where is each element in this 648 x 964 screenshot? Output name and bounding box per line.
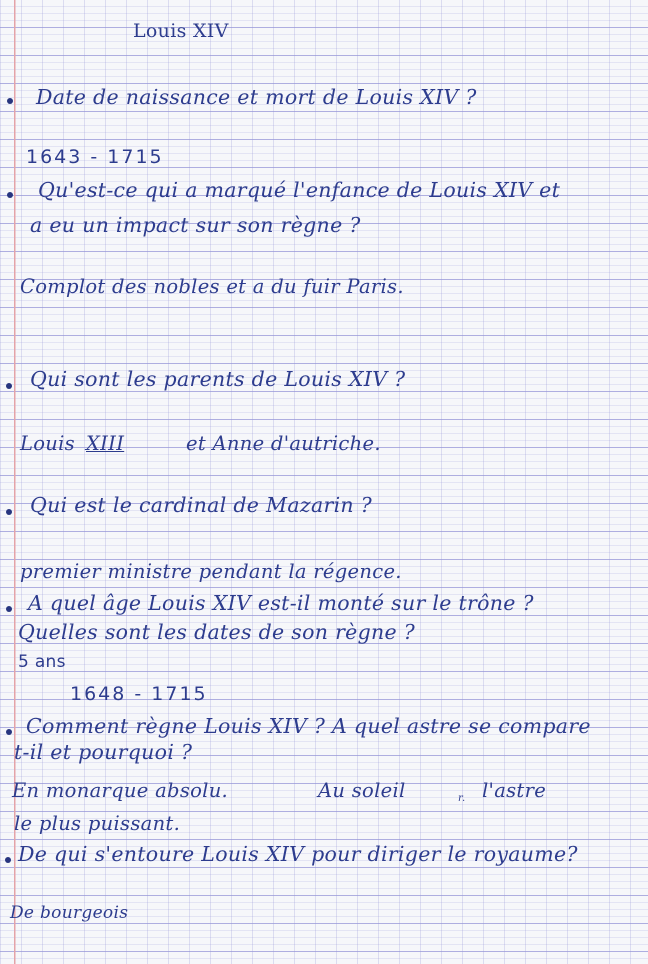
bullet-point — [6, 383, 12, 389]
bullet-point — [7, 98, 13, 104]
answer-3-part-2: XIII — [86, 432, 125, 455]
bullet-point — [7, 192, 13, 198]
answer-7: De bourgeois — [10, 903, 129, 923]
page-title: Louis XIV — [133, 20, 229, 42]
answer-6-mark: r. — [458, 793, 466, 804]
answer-1: 1643 - 1715 — [26, 146, 164, 168]
answer-5-line-1: 5 ans — [18, 652, 66, 672]
question-1: Date de naissance et mort de Louis XIV ? — [36, 85, 477, 109]
question-2-line-2: a eu un impact sur son règne ? — [30, 213, 361, 237]
answer-6-part-3: l'astre — [482, 779, 547, 802]
answer-5-line-2: 1648 - 1715 — [70, 683, 208, 705]
question-2-line-1: Qu'est-ce qui a marqué l'enfance de Louis XIV et — [38, 178, 561, 202]
question-7: De qui s'entoure Louis XIV pour diriger le royaume? — [18, 842, 578, 866]
answer-6-part-4: le plus puissant. — [14, 812, 181, 835]
answer-4: premier ministre pendant la régence. — [20, 560, 402, 583]
bullet-point — [6, 606, 12, 612]
bullet-point — [5, 857, 11, 863]
question-3: Qui sont les parents de Louis XIV ? — [30, 367, 406, 391]
answer-6-part-1: En monarque absolu. — [12, 779, 229, 802]
bullet-point — [6, 729, 12, 735]
answer-6-part-2: Au soleil — [318, 779, 406, 802]
question-4: Qui est le cardinal de Mazarin ? — [30, 493, 373, 517]
question-6-line-1: Comment règne Louis XIV ? A quel astre se compare — [26, 714, 591, 738]
answer-2: Complot des nobles et a du fuir Paris. — [20, 275, 404, 298]
question-6-line-2: t-il et pourquoi ? — [14, 740, 193, 764]
bullet-point — [6, 509, 12, 515]
question-5-line-2: Quelles sont les dates de son règne ? — [18, 620, 416, 644]
answer-3-part-1: Louis — [20, 432, 75, 455]
question-5-line-1: A quel âge Louis XIV est-il monté sur le trône ? — [28, 591, 534, 615]
answer-3-part-3: et Anne d'autriche. — [186, 432, 381, 455]
